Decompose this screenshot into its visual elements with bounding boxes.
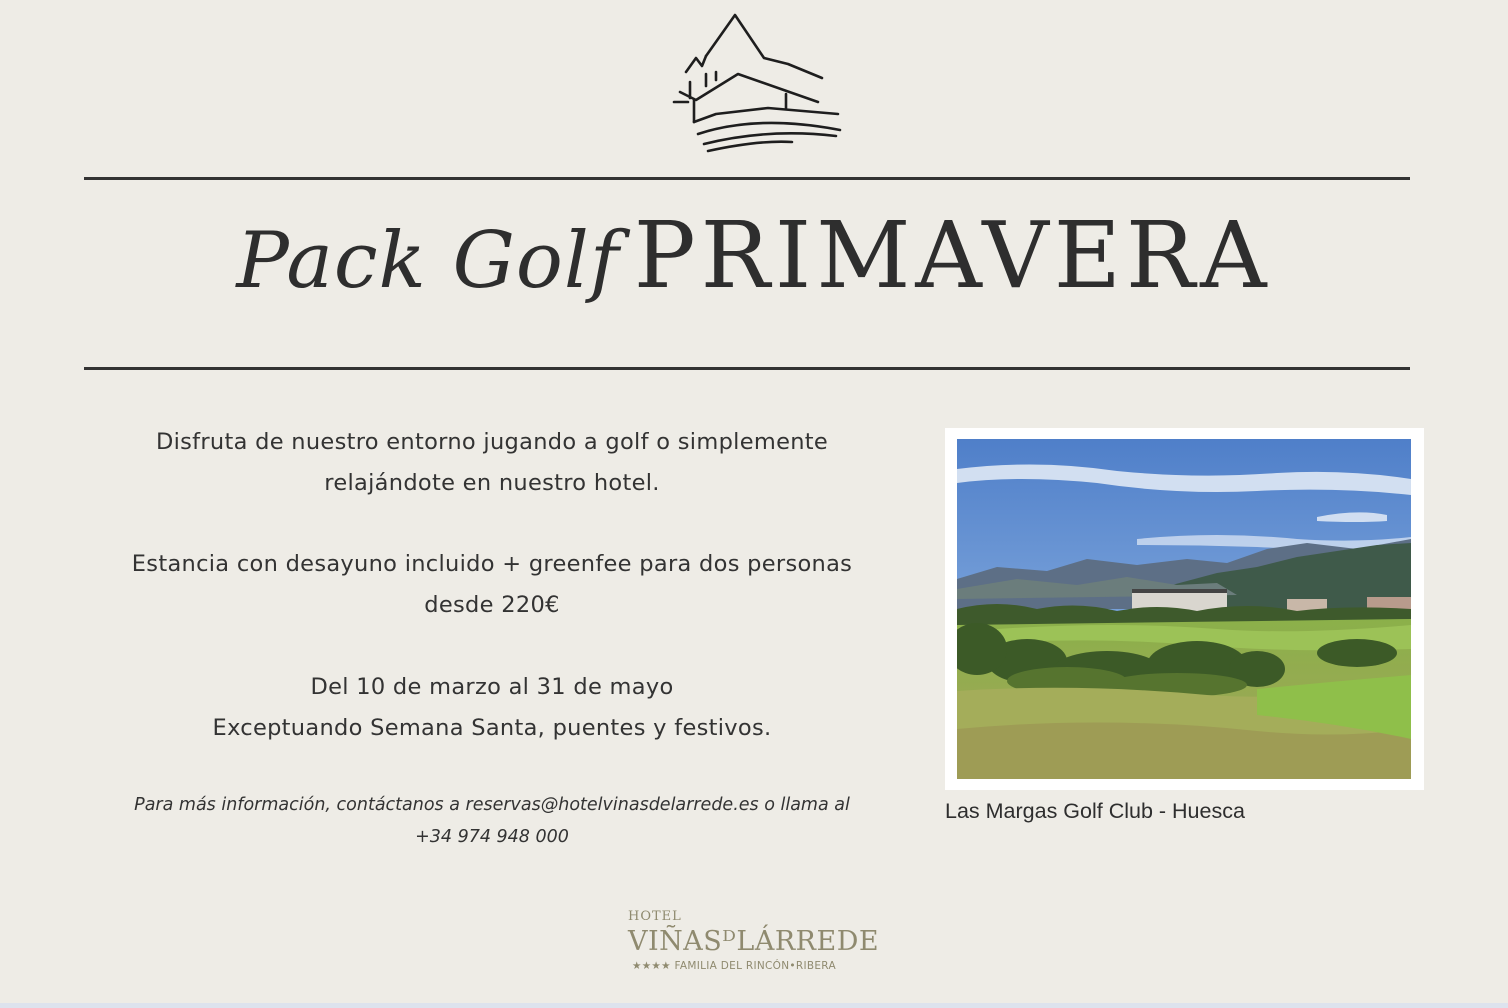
dates-line-2: Exceptuando Semana Santa, puentes y festivos.: [212, 715, 772, 741]
offer-line-2: desde 220€: [424, 592, 560, 618]
dates-paragraph: [112, 667, 872, 749]
mountain-house-icon: [668, 10, 844, 158]
page-title: [0, 202, 1508, 309]
bottom-strip: [0, 1003, 1508, 1008]
golf-photo-frame: [945, 428, 1424, 790]
offer-paragraph: [112, 544, 872, 626]
offer-line-1: Estancia con desayuno incluido + greenfee para dos personas: [131, 551, 853, 577]
title-caps: PRIMAVERA: [633, 202, 1272, 309]
contact-phone: +34 974 948 000: [415, 827, 569, 847]
contact-info: [106, 789, 878, 853]
hotel-logo-tagline: ★★★★ FAMILIA DEL RINCÓN•RIBERA: [632, 960, 836, 972]
intro-paragraph: [112, 422, 872, 504]
dates-line-1: Del 10 de marzo al 31 de mayo: [310, 674, 674, 700]
title-script: Pack Golf: [236, 216, 620, 306]
contact-line-1: Para más información, contáctanos a reservas@hotelvinasdelarrede.es o llama al: [134, 795, 850, 815]
hotel-logo: [628, 909, 888, 977]
intro-line-1: Disfruta de nuestro entorno jugando a golf o simplemente: [155, 429, 829, 455]
intro-line-2: relajándote en nuestro hotel.: [324, 470, 660, 496]
bottom-divider: [84, 367, 1410, 370]
hotel-logo-small: HOTEL: [628, 909, 682, 924]
top-divider: [84, 177, 1410, 180]
golf-course-photo: [957, 439, 1411, 779]
hotel-logo-name: VIÑASᴰLÁRREDE: [628, 926, 880, 957]
photo-caption: Las Margas Golf Club - Huesca: [945, 799, 1245, 823]
